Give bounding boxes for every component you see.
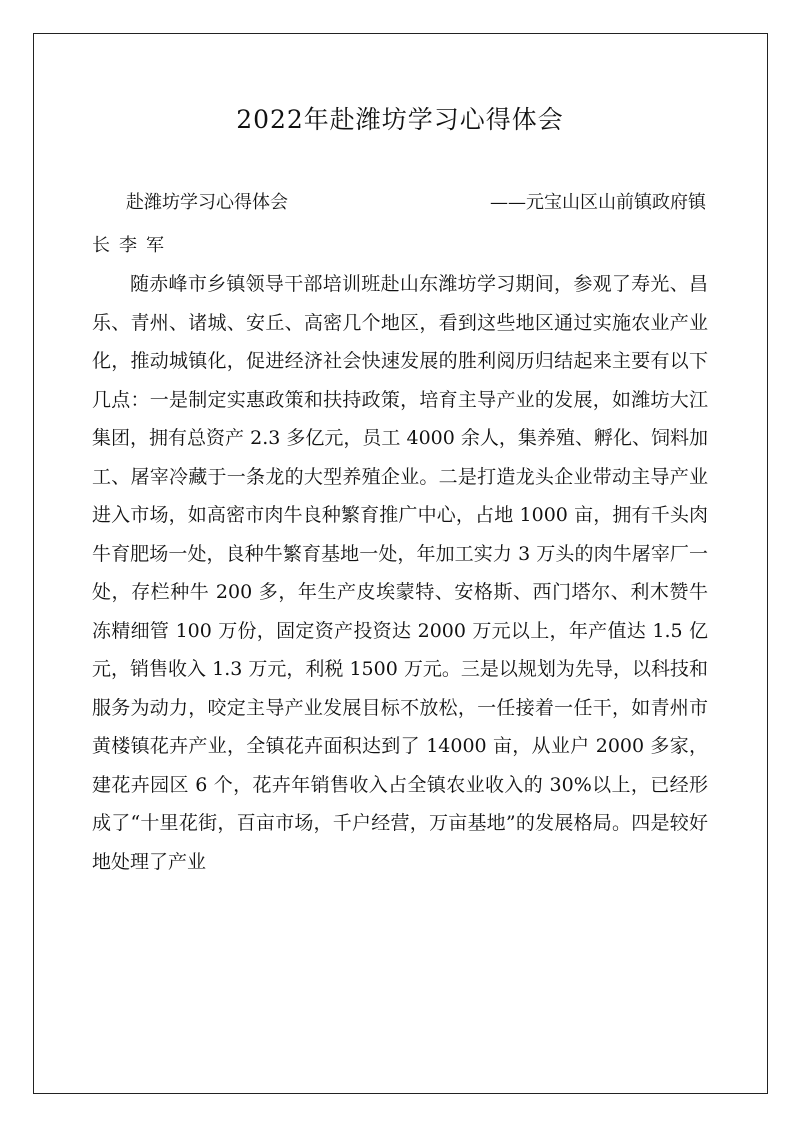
author-name: 长李军 <box>92 235 173 256</box>
subtitle-line <box>126 188 706 216</box>
subtitle-attribution: ——元宝山区山前镇政府镇 <box>490 192 706 213</box>
document-title: 2022年赴潍坊学习心得体会 <box>236 105 564 134</box>
body-paragraph: 随赤峰市乡镇领导干部培训班赴山东潍坊学习期间，参观了寿光、昌乐、青州、诸城、安丘、高密几个地区，看到这些地区通过实施农业产业化，推动城镇化，促进经济社会快速发展的胜利阅历归结起来主要有以下几点：一是制定实惠政策和扶持政策，培育主导产业的发展，如潍坊大江集团，拥有总资产 2.3 多亿元，员工 4000 余人，集养殖、孵化、饲料加工、屠宰冷藏于一条龙的大型养殖企业。二是打造龙头企业带动主导产业进入市场，如高密市肉牛良种繁育推广中心，占地 1000 亩，拥有千头肉牛育肥场一处，良种牛繁育基地一处，年加工实力 3 万头的肉牛屠宰厂一处，存栏种牛 200 多，年生产皮埃蒙特、安格斯、西门塔尔、利木赞牛冻精细管 100 万份，固定资产投资达 2000 万元以上，年产值达 1.5 亿元，销售收入 1.3 万元，利税 1500 万元。三是以规划为先导，以科技和服务为动力，咬定主导产业发展目标不放松，一任接着一任干，如青州市黄楼镇花卉产业，全镇花卉面积达到了 14000 亩，从业户 2000 多家，建花卉园区 6 个，花卉年销售收入占全镇农业收入的 30%以上，已经形成了“十里花街，百亩市场，千户经营，万亩基地”的发展格局。四是较好地处理了产业 <box>92 273 708 873</box>
subtitle-heading: 赴潍坊学习心得体会 <box>126 192 288 213</box>
